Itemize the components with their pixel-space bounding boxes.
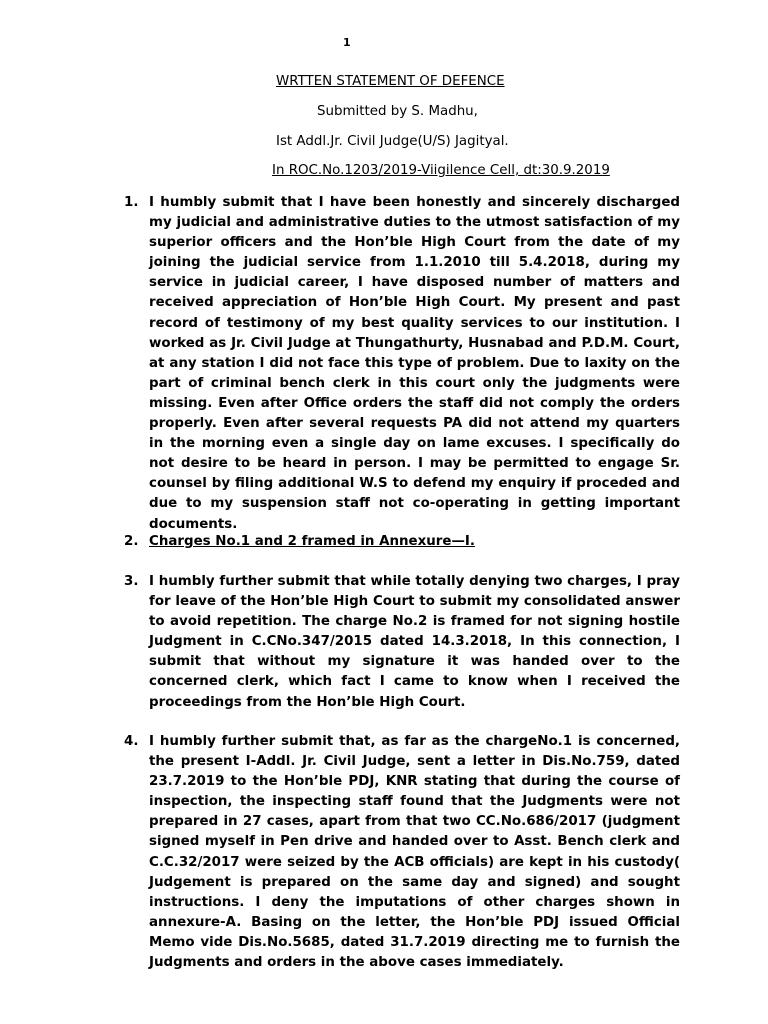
item-text: I humbly submit that I have been honestly and sincerely discharged my judicial and administrative duties to the utmost satisfaction of my superior officers and the Hon’ble High Court from the date of my joining the judicial service from 1.1.2010 till 5.4.2018, during my service in judicial career, I have disposed number of matters and received appreciation of Hon’ble High Court. My present and past record of testimony of my best quality services to our institution. I worked as Jr. Civil Judge at Thungathurty, Husnabad and P.D.M. Court, at any station I did not face this type of problem. Due to laxity on the part of criminal bench clerk in this court only the judgments were missing. Even after Office orders the staff did not comply the orders properly. Even after several requests PA did not attend my quarters in the morning even a single day on lame excuses. I specifically do not desire to be heard in person. I may be permitted to engage Sr. counsel by filing additional W.S to defend my enquiry if proceded and due to my suspension staff not co-operating in getting important documents.: [149, 195, 680, 532]
item-number: 1.: [124, 195, 139, 210]
list-item: [124, 193, 680, 535]
item-number: 2.: [124, 534, 139, 549]
designation: Ist Addl.Jr. Civil Judge(U/S) Jagityal.: [276, 134, 509, 149]
item-number: 4.: [124, 734, 139, 749]
page-number: 1: [343, 36, 351, 49]
list-item: [124, 572, 680, 713]
item-number: 3.: [124, 574, 139, 589]
submitted-by: Submitted by S. Madhu,: [317, 104, 478, 119]
document-title: WRTTEN STATEMENT OF DEFENCE: [276, 74, 505, 89]
item-text: I humbly further submit that, as far as the chargeNo.1 is concerned, the present I-Addl. Jr. Civil Judge, sent a letter in Dis.No.759, dated 23.7.2019 to the Hon’ble PDJ, KNR stating that during the course of inspection, the inspecting staff found that the Judgments were not prepared in 27 cases, apart from that two CC.No.686/2017 (judgment signed myself in Pen drive and handed over to Asst. Bench clerk and C.C.32/2017 were seized by the ACB officials) are kept in his custody( Judgement is prepared on the same day and signed) and sought instructions. I deny the imputations of other charges shown in annexure-A. Basing on the letter, the Hon’ble PDJ issued Official Memo vide Dis.No.5685, dated 31.7.2019 directing me to furnish the Judgments and orders in the above cases immediately.: [149, 734, 680, 971]
reference-line: In ROC.No.1203/2019-Viigilence Cell, dt:30.9.2019: [272, 163, 610, 178]
list-item: [124, 532, 680, 552]
list-item: [124, 732, 680, 973]
item-text: I humbly further submit that while totally denying two charges, I pray for leave of the Hon’ble High Court to submit my consolidated answer to avoid repetition. The charge No.2 is framed for not signing hostile Judgment in C.CNo.347/2015 dated 14.3.2018, In this connection, I submit that without my signature it was handed over to the concerned clerk, which fact I came to know when I received the proceedings from the Hon’ble High Court.: [149, 574, 680, 710]
item-heading: Charges No.1 and 2 framed in Annexure—I.: [149, 534, 475, 549]
